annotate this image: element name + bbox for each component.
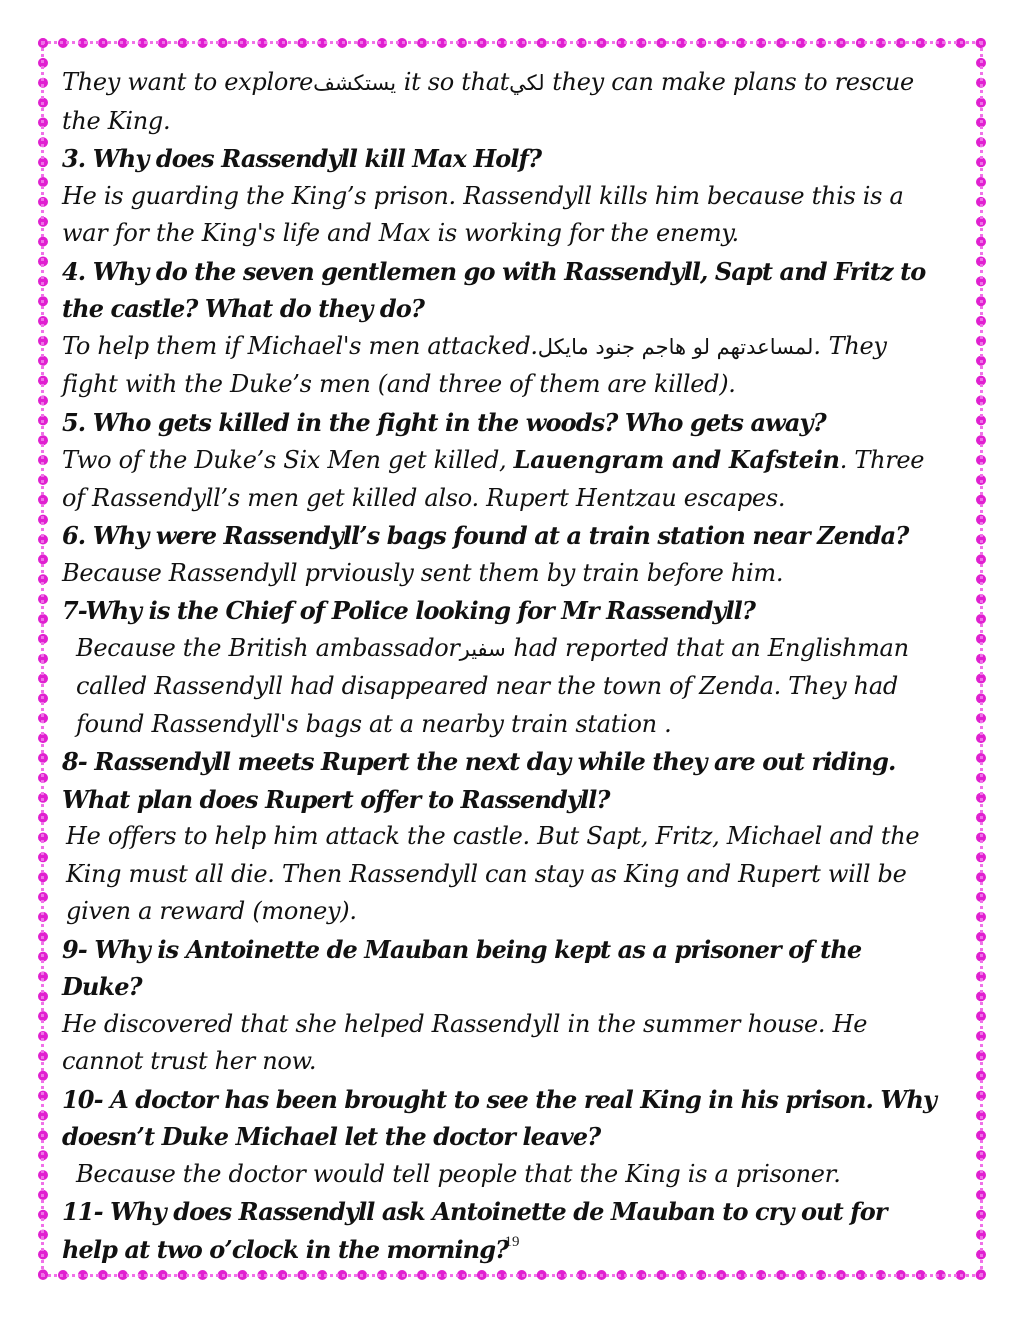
question-9: 9- Why is Antoinette de Mauban being kept as a prisoner of the Duke?: [62, 934, 862, 1001]
answer-text: . They fight with the Duke’s men (and three of them are killed).: [62, 331, 887, 398]
answer-10: Because the doctor would tell people that the King is a prisoner.: [76, 1159, 841, 1188]
answer-6: Because Rassendyll prviously sent them by train before him.: [62, 558, 784, 587]
question-7: 7-Why is the Chief of Police looking for Mr Rassendyll?: [62, 596, 756, 625]
answer-8: He offers to help him attack the castle. But Sapt, Fritz, Michael and the King must all die. Then Rassendyll can stay as King and Rupert will be given a reward (money).: [66, 822, 920, 925]
answer-4: [62, 328, 942, 404]
answer-7: [62, 630, 942, 744]
question-10: 10- A doctor has been brought to see the real King in his prison. Why doesn’t Duke Michael let the doctor leave?: [62, 1084, 937, 1151]
answer-text: They want to explore: [62, 68, 314, 96]
answer-5: [62, 441, 942, 517]
question-5: 5. Who gets killed in the fight in the woods? Who gets away?: [62, 407, 826, 437]
answer-text: Because the British ambassador: [76, 633, 460, 662]
answer-3: He is guarding the King’s prison. Rassendyll kills him because this is a war for the King's life and Max is working for the enemy.: [62, 181, 904, 247]
arabic-gloss: لكي: [509, 71, 545, 95]
arabic-gloss: يستكشف: [313, 71, 397, 95]
answer-bold-names: Lauengram and Kafstein: [513, 445, 840, 474]
question-3: 3. Why does Rassendyll kill Max Holf?: [62, 144, 542, 173]
question-6: 6. Why were Rassendyll’s bags found at a train station near Zenda?: [62, 521, 909, 550]
page-number: 19: [504, 1234, 520, 1250]
answer-9: He discovered that she helped Rassendyll in the summer house. He cannot trust her now.: [62, 1009, 868, 1075]
question-4: 4. Why do the seven gentlemen go with Rassendyll, Sapt and Fritz to the castle? What do they do?: [62, 256, 926, 323]
answer-text: had reported that an Englishman called Rassendyll had disappeared near the town of Zenda. They had found Rassendyll's bags at a nearby train station .: [76, 633, 909, 738]
page-content: [62, 64, 942, 1268]
arabic-gloss: سفير: [459, 636, 506, 661]
answer-text: they can make plans to rescue the King.: [62, 68, 914, 135]
answer-text: . Three of Rassendyll’s men get killed also. Rupert Hentzau escapes.: [62, 446, 925, 512]
answer-text: Two of the Duke’s Six Men get killed,: [62, 446, 514, 474]
answer-2-continued: [62, 64, 942, 140]
answer-text: To help them if Michael's men attacked.: [62, 331, 538, 360]
arabic-gloss: لمساعدتهم لو هاجم جنود مايكل: [537, 334, 814, 359]
question-8: 8- Rassendyll meets Rupert the next day while they are out riding. What plan does Rupert offer to Rassendyll?: [62, 747, 896, 814]
answer-text: it so that: [396, 68, 510, 96]
question-11: 11- Why does Rassendyll ask Antoinette de Mauban to cry out for help at two o’clock in the morning?: [62, 1197, 887, 1264]
